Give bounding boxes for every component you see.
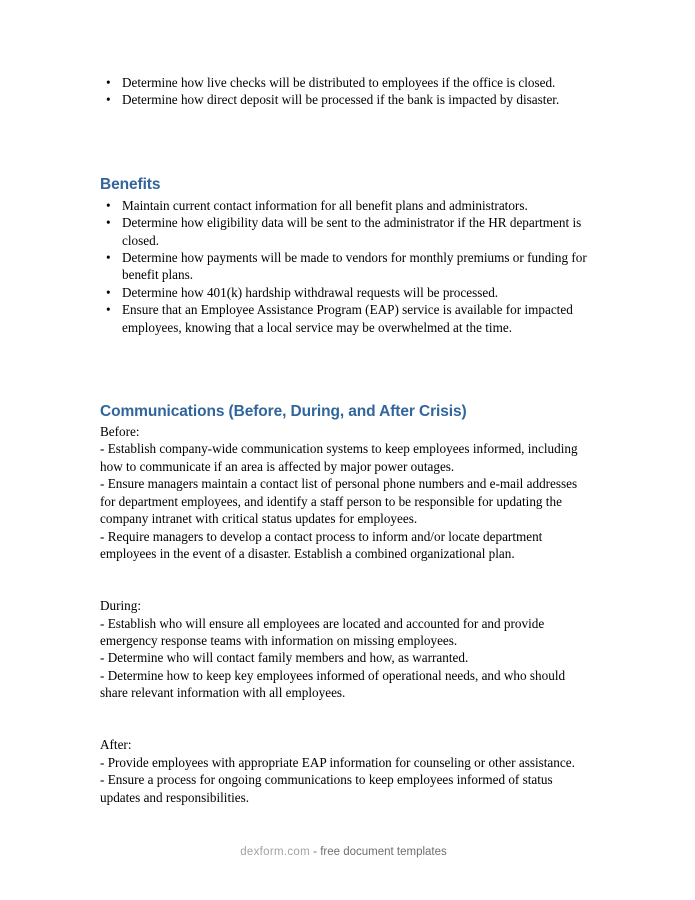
- section-heading-communications: Communications (Before, During, and After Crisis): [100, 403, 467, 421]
- section-gap: [100, 336, 594, 402]
- list-item-text: Determine how 401(k) hardship withdrawal requests will be processed.: [122, 284, 499, 300]
- list-item: [100, 249, 594, 284]
- section-benefits: [100, 175, 594, 336]
- group-line: - Ensure a process for ongoing communications to keep employees informed of status updates and responsibilities.: [100, 772, 553, 805]
- group-gap: [100, 562, 594, 579]
- section-heading-benefits: Benefits: [100, 175, 161, 193]
- group-line: - Ensure managers maintain a contact list of personal phone numbers and e-mail addresses for department employees, and identify a staff person to be responsible for updating the company intranet with critical status updates for employees.: [100, 476, 578, 527]
- footer-brand: dexform.com: [240, 846, 310, 858]
- list-item: [100, 91, 594, 108]
- group-line: - Determine how to keep key employees informed of operational needs, and who should share relevant information with all employees.: [100, 667, 566, 701]
- group-gap: [100, 580, 594, 597]
- list-item: [100, 301, 594, 336]
- list-item-text: Ensure that an Employee Assistance Program (EAP) service is available for impacted employees, knowing that a local service may be overwhelmed at the time.: [122, 302, 573, 335]
- group-label: Before:: [100, 424, 140, 440]
- list-item: [100, 74, 594, 91]
- group-label: After:: [100, 737, 132, 753]
- group-gap: [100, 719, 594, 736]
- group-line: - Establish who will ensure all employees are located and accounted for and provide emergency response teams with information on missing employees.: [100, 615, 545, 648]
- benefits-bullet-list: [100, 197, 594, 336]
- group-line: - Provide employees with appropriate EAP information for counseling or other assistance.: [100, 754, 575, 770]
- list-item-text: Determine how live checks will be distributed to employees if the office is closed.: [122, 75, 556, 90]
- list-item-text: Determine how eligibility data will be sent to the administrator if the HR department is closed.: [122, 215, 582, 248]
- top-bullet-list: [100, 74, 594, 109]
- bullet-icon: •: [106, 75, 111, 90]
- footer-watermark: [0, 845, 695, 859]
- section-communications: [100, 402, 594, 806]
- communications-group-after: [100, 736, 594, 806]
- bullet-icon: •: [106, 197, 111, 213]
- list-item: [100, 214, 594, 249]
- footer-tagline: - free document templates: [309, 846, 447, 858]
- communications-group-before: [100, 423, 594, 562]
- document-body: [100, 74, 594, 806]
- bullet-icon: •: [106, 302, 111, 318]
- bullet-icon: •: [106, 250, 111, 266]
- section-gap: [100, 109, 594, 175]
- bullet-icon: •: [106, 284, 111, 300]
- communications-group-during: [100, 597, 594, 701]
- group-line: - Determine who will contact family members and how, as warranted.: [100, 650, 469, 666]
- bullet-icon: •: [106, 215, 111, 231]
- group-gap: [100, 702, 594, 719]
- group-line: - Require managers to develop a contact process to inform and/or locate department employees in the event of a disaster. Establish a combined organizational plan.: [100, 528, 543, 561]
- group-label: During:: [100, 598, 142, 614]
- list-item: [100, 197, 594, 214]
- list-item-text: Determine how direct deposit will be processed if the bank is impacted by disaster.: [122, 92, 560, 108]
- list-item-text: Determine how payments will be made to vendors for monthly premiums or funding for benefit plans.: [122, 250, 587, 283]
- list-item-text: Maintain current contact information for all benefit plans and administrators.: [122, 197, 528, 213]
- list-item: [100, 284, 594, 301]
- bullet-icon: •: [106, 92, 111, 108]
- group-line: - Establish company-wide communication systems to keep employees informed, including how to communicate if an area is affected by major power outages.: [100, 441, 578, 474]
